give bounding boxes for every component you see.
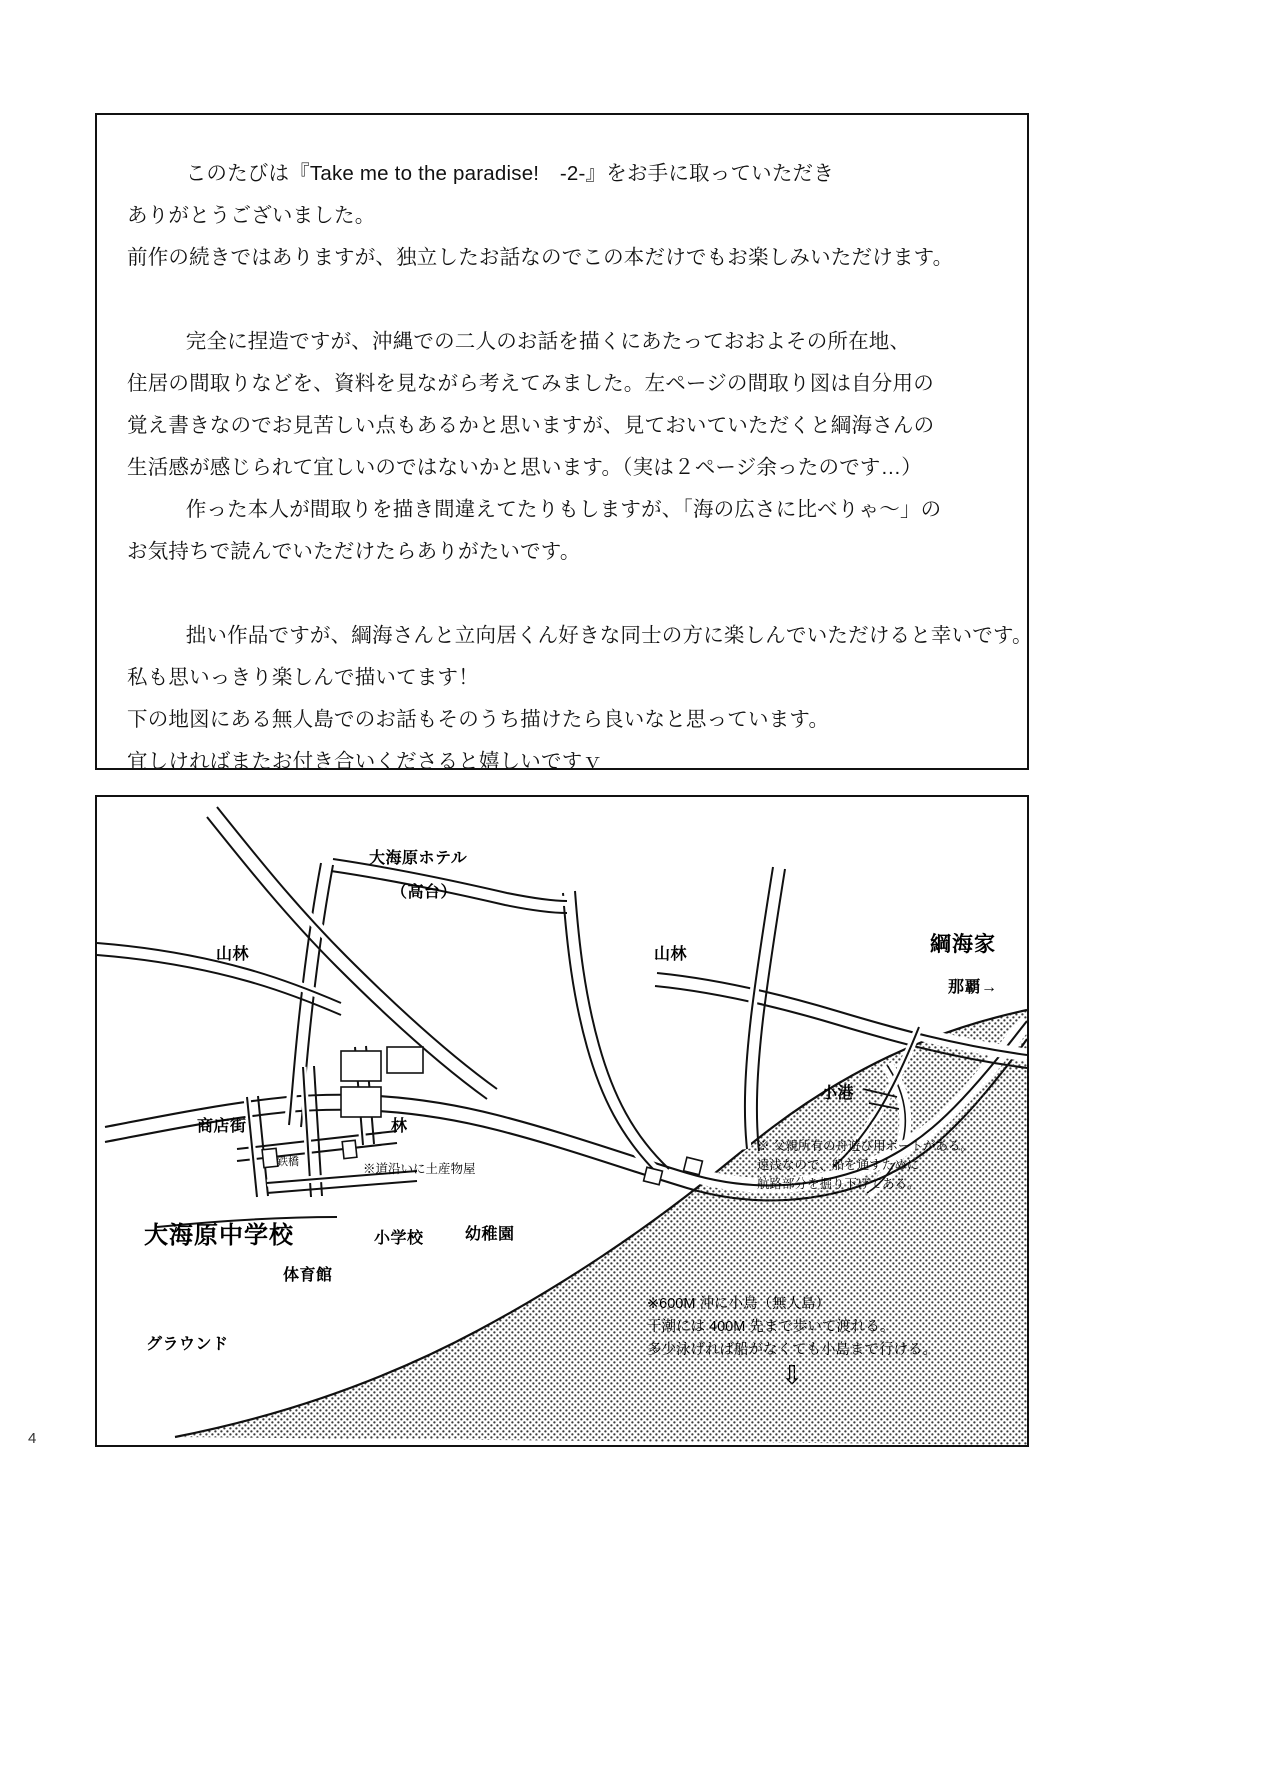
afterword-panel [95, 113, 1033, 773]
map-label-small-port: 小港 [821, 1085, 855, 1102]
afterword-line: 完全に捏造ですが、沖縄での二人のお話を描くにあたっておおよその所在地、 [165, 330, 911, 353]
afterword-line: お気持ちで読んでいただけたらありがたいです。 [127, 540, 581, 563]
paragraph-gap [127, 279, 987, 321]
down-arrow-icon: ⇩ [781, 1360, 803, 1390]
afterword-line: 前作の続きではありますが、独立したお話なのでこの本だけでもお楽しみいただけます。 [127, 246, 954, 269]
afterword-line: 下の地図にある無人島でのお話もそのうち描けたら良いなと思っています。 [127, 708, 830, 731]
map-note-boat-line: 航路部分を掘り下げてある。 [757, 1177, 920, 1191]
afterword-line: 拙い作品ですが、綱海さんと立向居くん好きな同士の方に楽しんでいただけると幸いです。 [165, 624, 1033, 647]
map-label-kindergarten: 幼稚園 [465, 1226, 515, 1243]
map-label-bridge: 鉄橋 [277, 1156, 299, 1168]
afterword-line: 私も思いっきり楽しんで描いてます！ [127, 666, 479, 689]
map-label-elementary: 小学校 [374, 1230, 424, 1247]
afterword-line: 作った本人が間取りを描き間違えてたりもしますが、「海の広さに比べりゃ～」の [165, 498, 942, 521]
map-note-boat-line: ※ 父親所有の舟遊び用ボートがある。 [757, 1139, 973, 1153]
map-note-boat [757, 1137, 973, 1194]
map-label-naha: 那覇→ [948, 979, 998, 996]
map-label-gym: 体育館 [283, 1267, 333, 1284]
afterword-line: 住居の間取りなどを、資料を見ながら考えてみました。左ページの間取り図は自分用の [127, 372, 934, 395]
map-label-hotel-sub: （高台） [391, 884, 458, 901]
map-label-junior-high: 大海原中学校 [144, 1222, 294, 1249]
paragraph-gap [127, 573, 987, 615]
map-label-forest-right: 山林 [654, 946, 688, 963]
map-panel [95, 795, 1029, 1447]
map-label-ground: グラウンド [146, 1336, 229, 1353]
map-note-island-line: 干潮には 400M 先まで歩いて渡れる。 [647, 1319, 895, 1335]
map-note-souvenir: ※道沿いに土産物屋 [363, 1162, 476, 1176]
map-note-island-line: ※600M 沖に小鳥（無人島） [647, 1296, 830, 1312]
map-label-forest-left: 山林 [216, 946, 250, 963]
map-label-hotel: 大海原ホテル [369, 850, 468, 867]
map-label-woods: 林 [391, 1118, 408, 1135]
map-note-island-line: 多少泳げれば船がなくても小島まで行ける。 [647, 1342, 937, 1358]
map-note-island [647, 1293, 937, 1390]
afterword-text-block [97, 115, 1033, 857]
afterword-line: 覚え書きなのでお見苦しい点もあるかと思いますが、見ておいていただくと綱海さんの [127, 414, 935, 437]
map-label-tsunami-house: 綱海家 [930, 933, 996, 956]
afterword-line: 宜しければまたお付き合いくださると嬉しいですｖ [127, 750, 604, 773]
afterword-line: ありがとうございました。 [127, 204, 376, 227]
map-label-shopping-street: 商店街 [197, 1118, 247, 1135]
page-number: 4 [28, 1430, 37, 1447]
map-note-boat-line: 遠浅なので、船を通すために [757, 1158, 920, 1172]
afterword-line: このたびは『Take me to the paradise! -2-』をお手に取っていただき [165, 162, 834, 185]
afterword-line: 生活感が感じられて宜しいのではないかと思います。（実は２ページ余ったのです…） [127, 456, 922, 479]
